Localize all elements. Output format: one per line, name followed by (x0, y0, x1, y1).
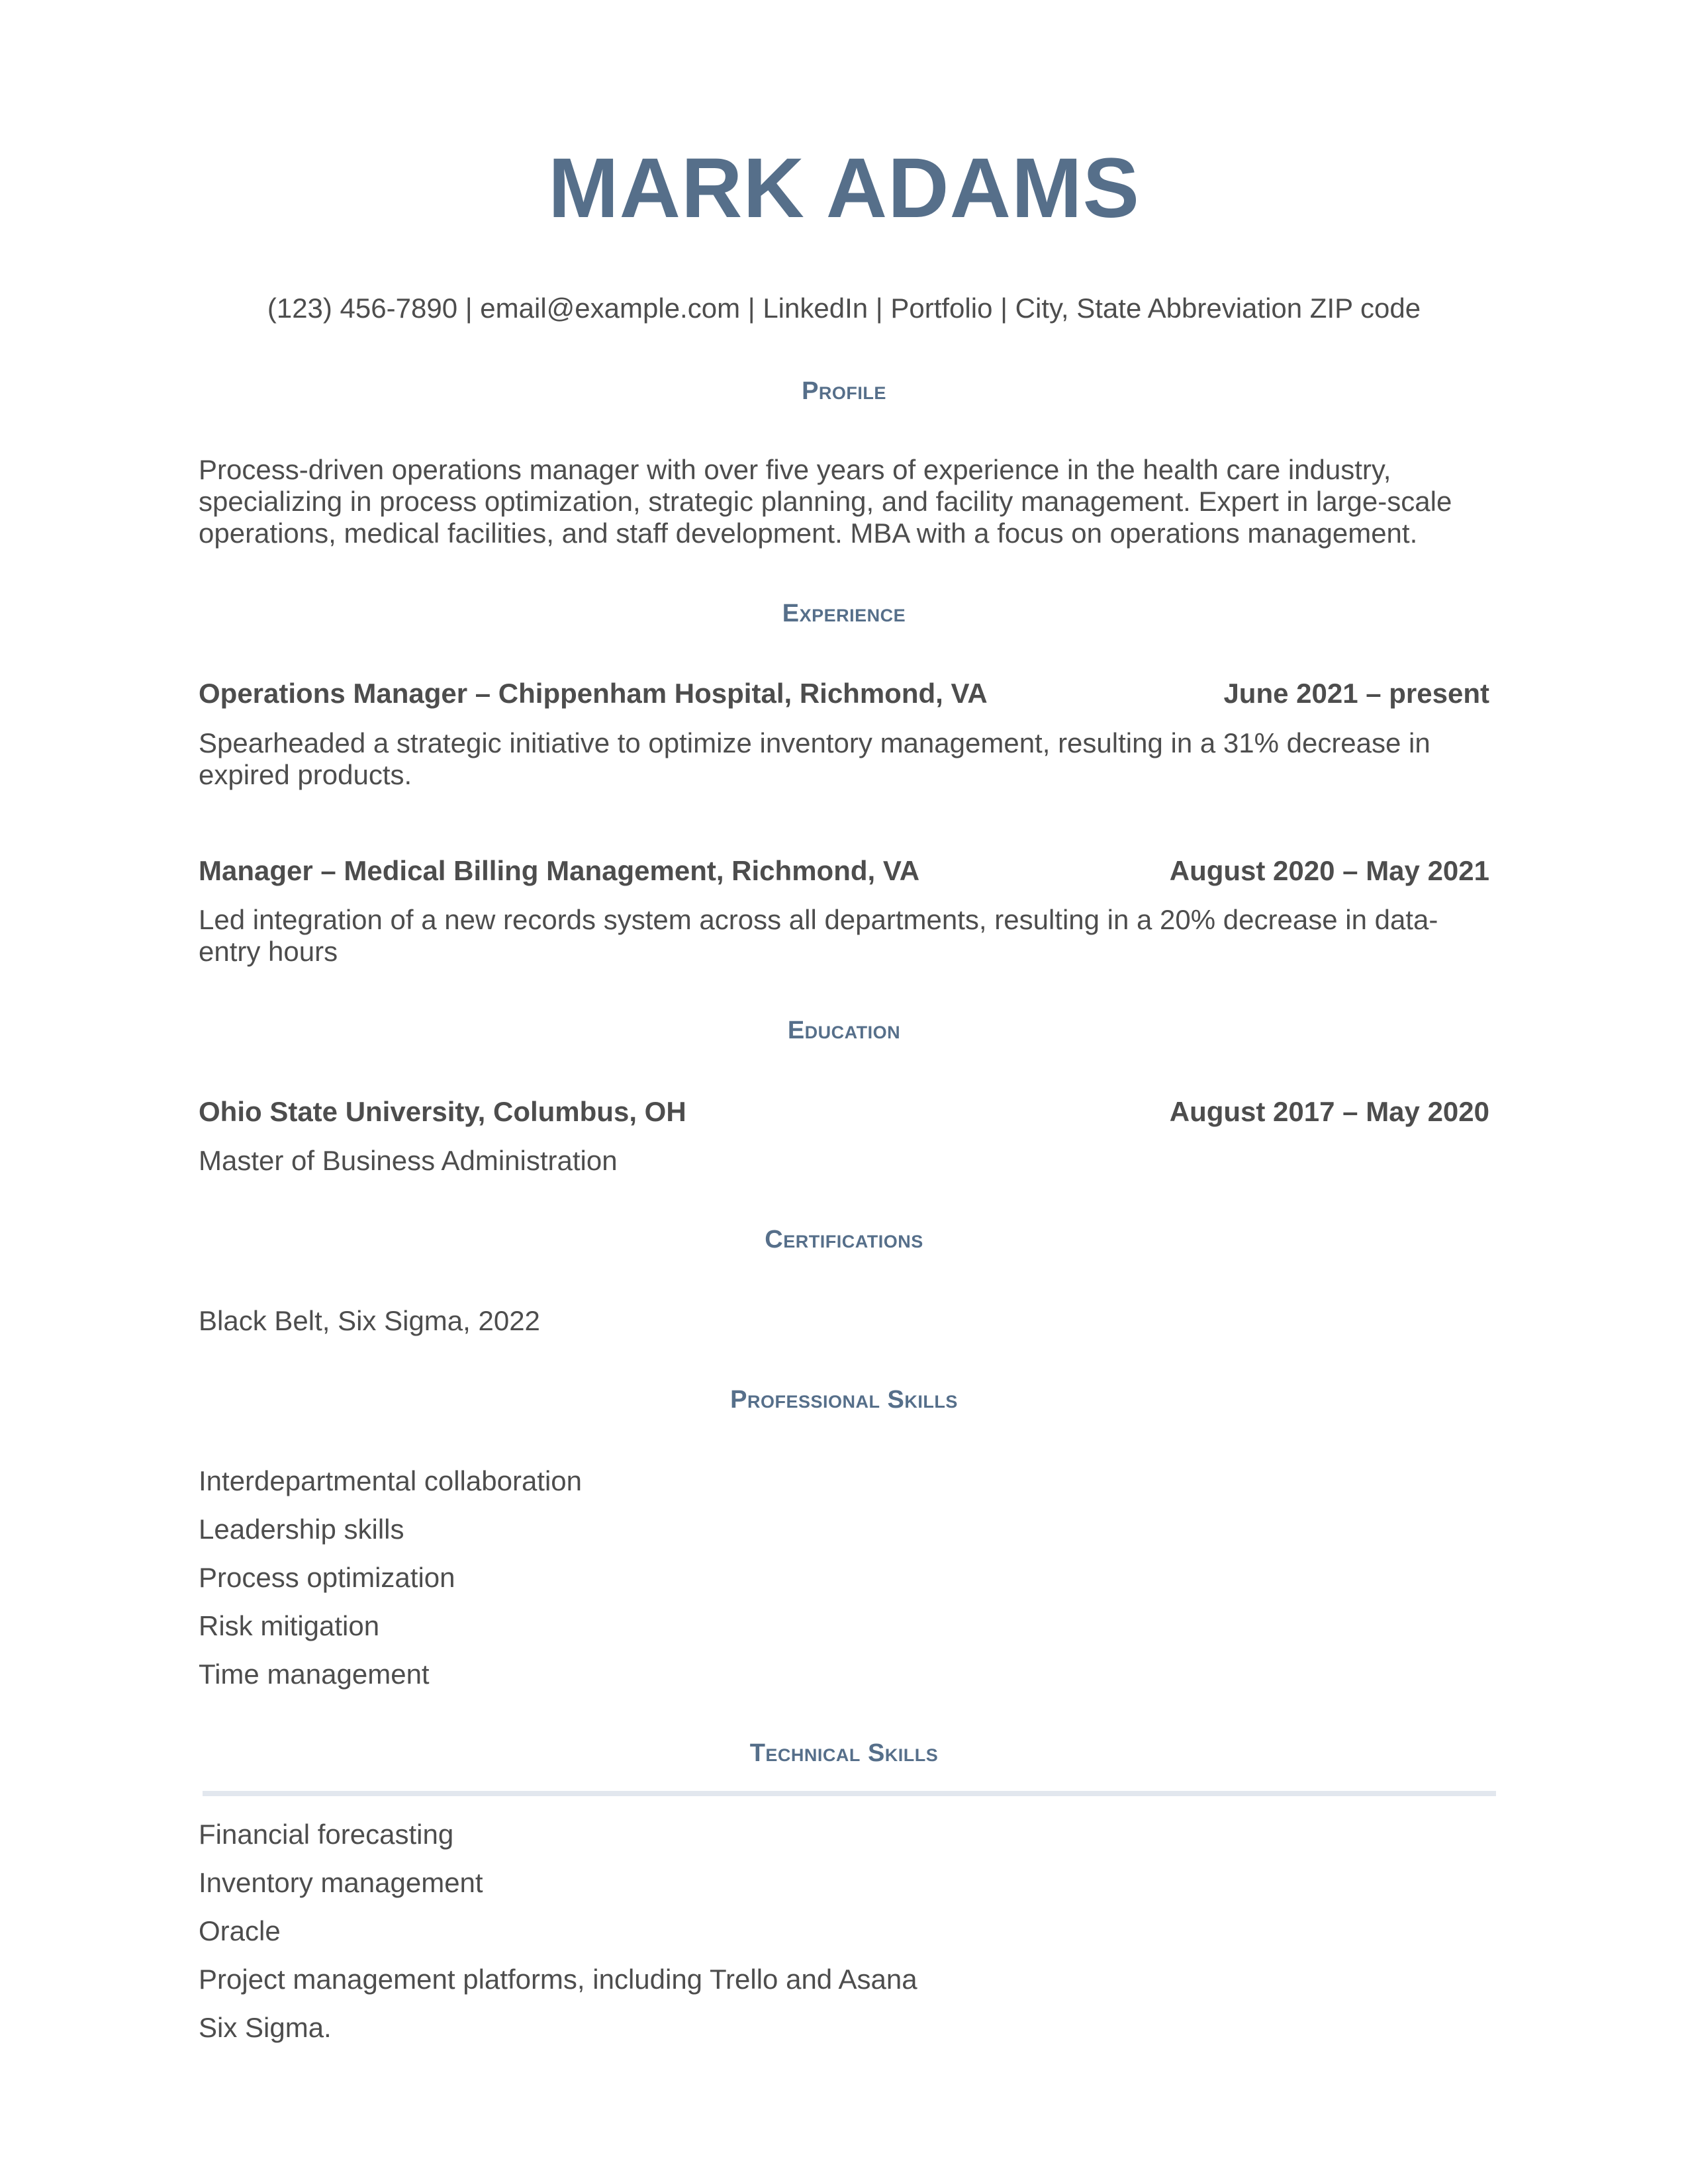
professional-skill-item: Leadership skills (199, 1514, 404, 1545)
certification-item: Black Belt, Six Sigma, 2022 (199, 1305, 540, 1336)
section-title-certifications: Certifications (765, 1226, 923, 1253)
job-dates: June 2021 – present (1223, 678, 1489, 709)
contact-line: (123) 456-7890 | email@example.com | LinkedIn | Portfolio | City, State Abbreviation ZIP code (267, 293, 1421, 324)
job-title: Manager – Medical Billing Management, Richmond, VA (199, 855, 920, 886)
technical-skill-item: Oracle (199, 1915, 281, 1946)
job-heading-row (199, 854, 1489, 888)
job-description: Spearheaded a strategic initiative to optimize inventory management, resulting in a 31% decrease in expired products. (199, 727, 1430, 790)
professional-skill-item: Risk mitigation (199, 1610, 380, 1641)
section-title-professional-skills: Professional Skills (730, 1386, 958, 1414)
technical-skill-item: Project management platforms, including Trello and Asana (199, 1964, 917, 1995)
job-dates: August 2020 – May 2021 (1169, 855, 1489, 886)
section-divider (203, 1791, 1496, 1796)
professional-skill-item: Time management (199, 1659, 430, 1690)
professional-skill-item: Interdepartmental collaboration (199, 1465, 583, 1496)
education-heading-row (199, 1095, 1489, 1129)
technical-skill-item: Six Sigma. (199, 2012, 332, 2043)
section-title-technical-skills: Technical Skills (749, 1739, 939, 1767)
degree: Master of Business Administration (199, 1145, 618, 1176)
job-heading-row (199, 676, 1489, 711)
job-title: Operations Manager – Chippenham Hospital, Richmond, VA (199, 678, 988, 709)
section-title-experience: Experience (782, 600, 906, 627)
professional-skill-item: Process optimization (199, 1562, 455, 1593)
candidate-name: MARK ADAMS (547, 141, 1141, 236)
technical-skill-item: Inventory management (199, 1867, 483, 1898)
technical-skill-item: Financial forecasting (199, 1819, 454, 1850)
section-title-profile: Profile (802, 377, 886, 405)
section-title-education: Education (787, 1017, 901, 1044)
job-description: Led integration of a new records system across all departments, resulting in a 20% decrease in data-entry hours (199, 904, 1438, 967)
education-dates: August 2017 – May 2020 (1169, 1096, 1489, 1127)
profile-text: Process-driven operations manager with over five years of experience in the health care industry, specializing in process optimization, strategic planning, and facility management. Expert in large-scale operations, medical facilities, and staff development. MBA with a focus on operations management. (199, 454, 1452, 549)
school-name: Ohio State University, Columbus, OH (199, 1096, 686, 1127)
